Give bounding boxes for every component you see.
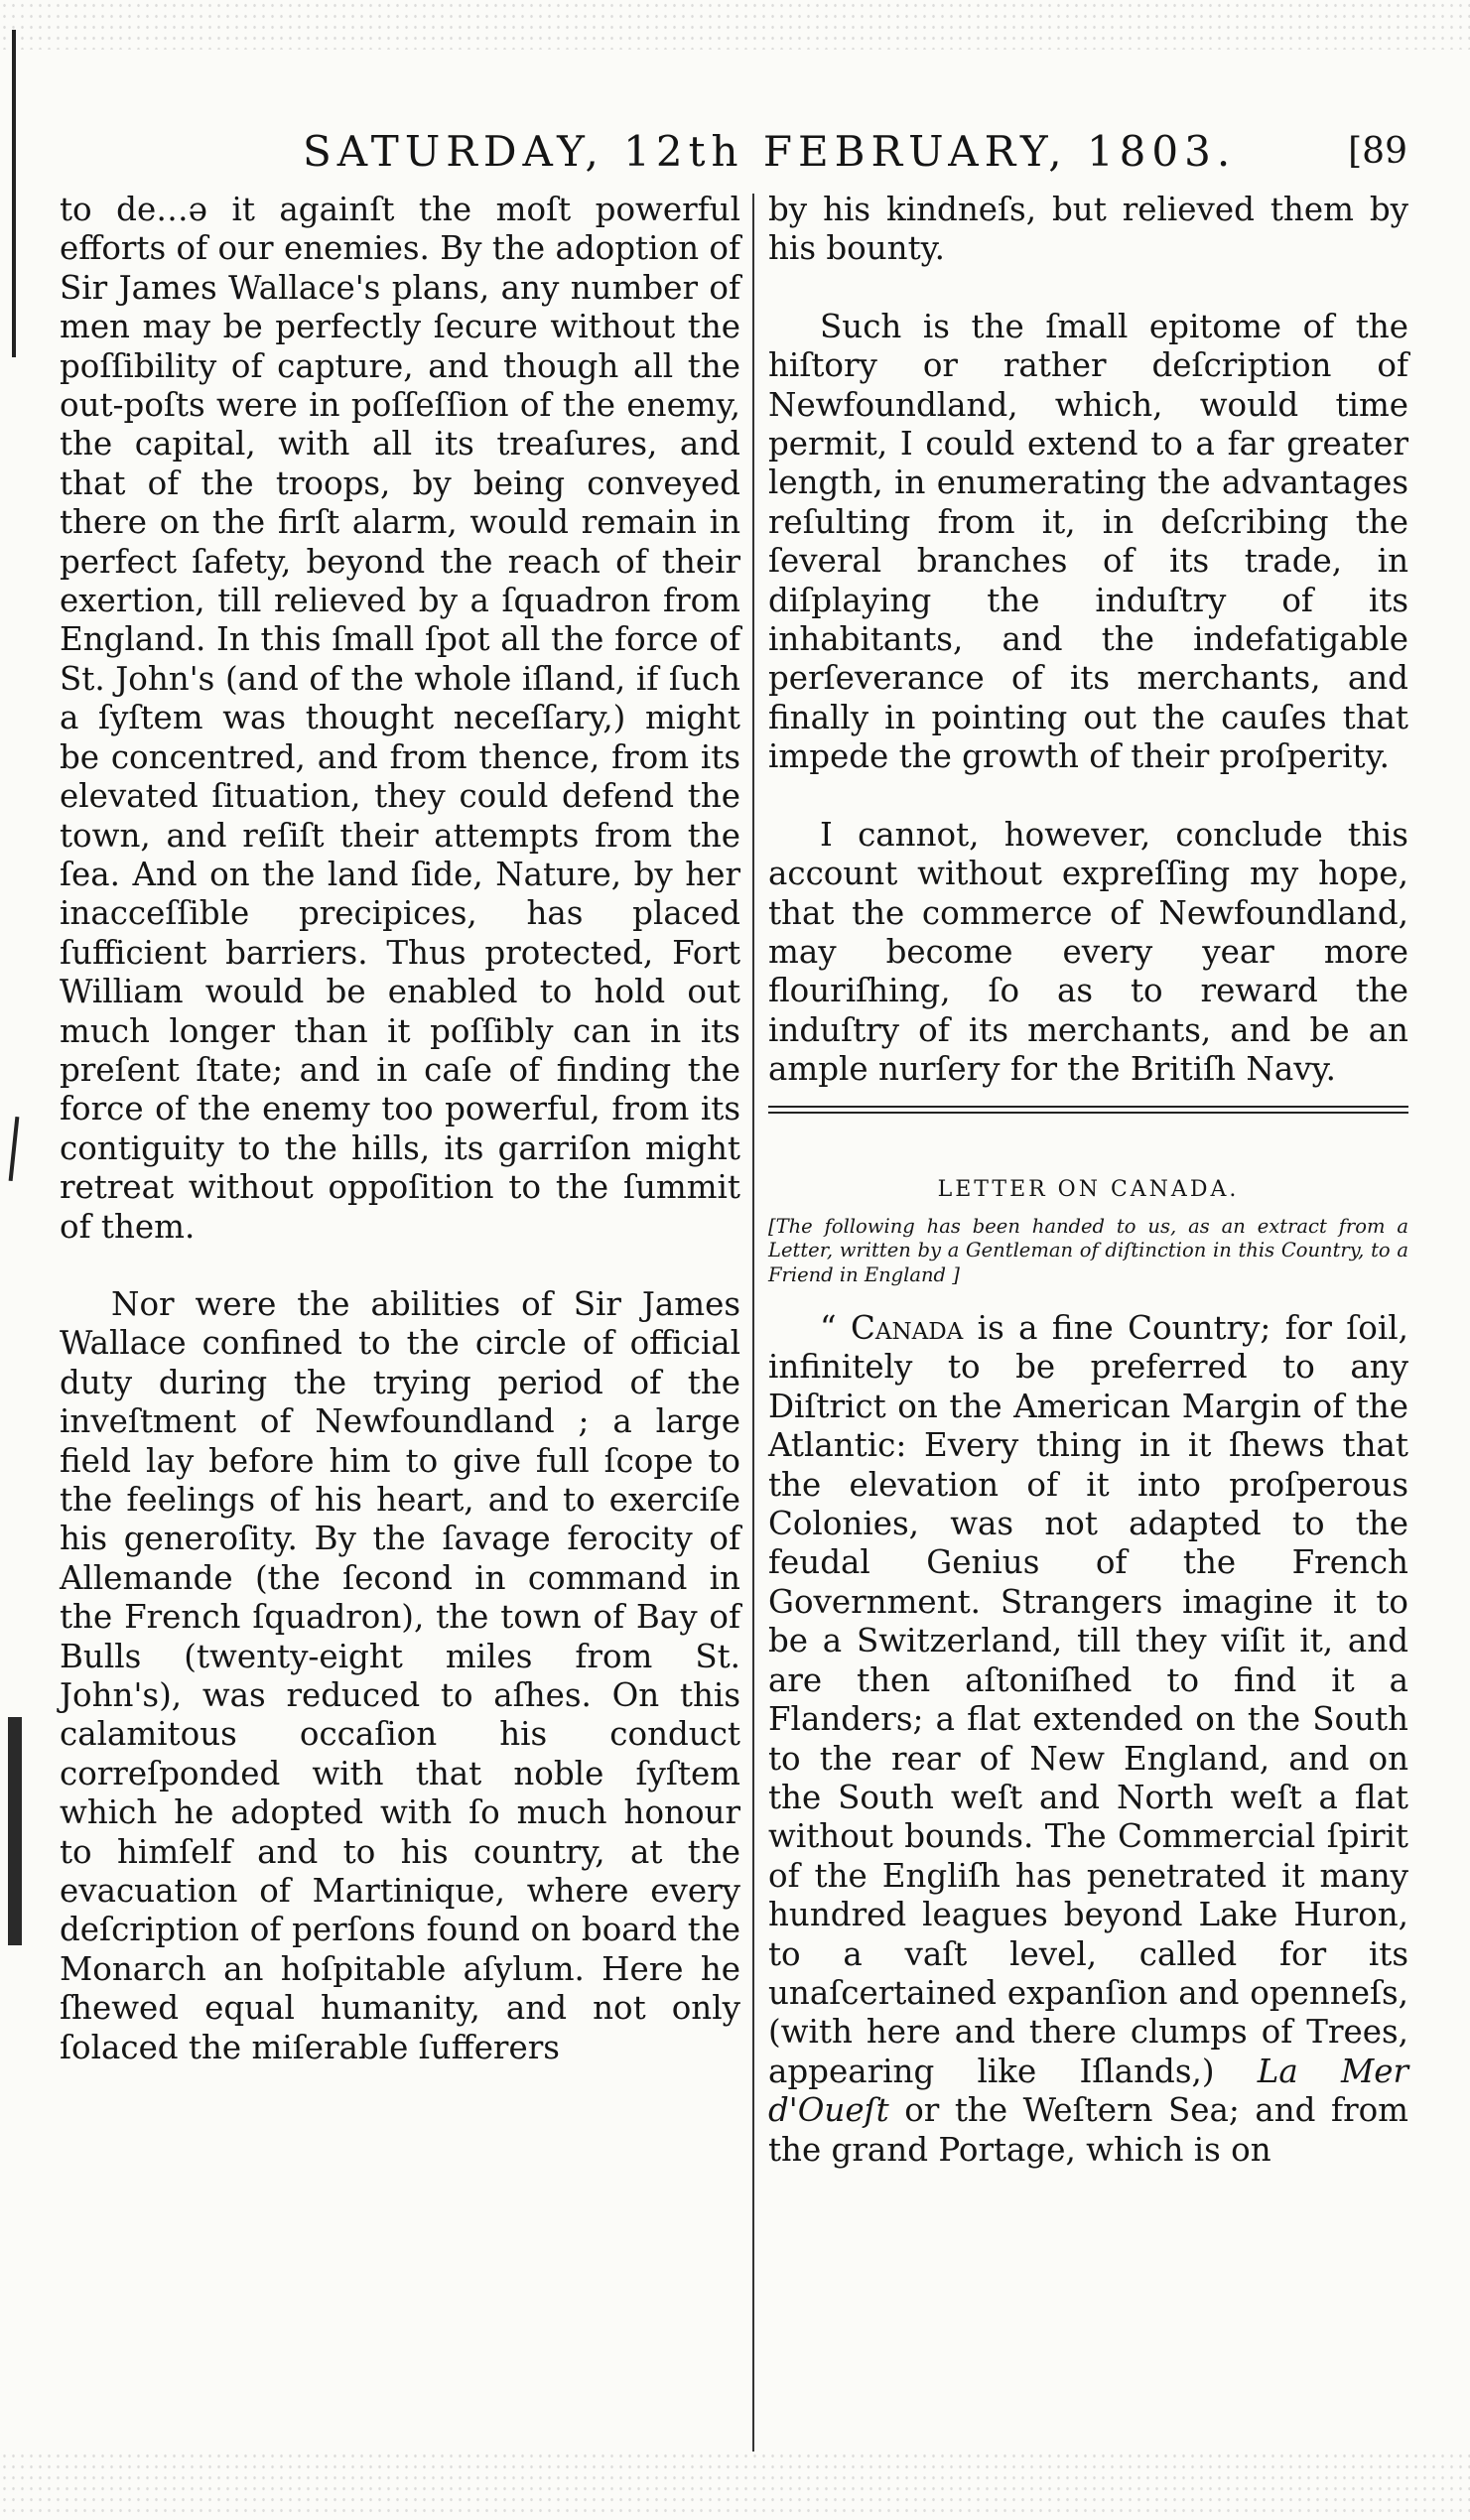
section-divider — [768, 1104, 1408, 1116]
paragraph: to de…ə it againſt the moſt powerful efforts of our enemies. By the adoption of Sir James Wallace's plans, any number of men may be perfectly ſecure without the poſſibility of capture, and though all the out-poſts were in poſſeſſion of the enemy, the capital, with all its treaſures, and that of the troops, by being conveyed there on the firſt alarm, would remain in perfect ſafety, beyond the reach of their exertion, till relieved by a ſquadron from England. In this ſmall ſpot all the force of St. John's (and of the whole iſland, if ſuch a ſyſtem was thought neceſſary,) might be concentred, and from thence, from its elevated ſituation, they could defend the town, and reſiſt their attempts from the ſea. And on the land ſide, Nature, by her inacceſſible precipices, has placed ſufficient barriers. Thus protected, Fort William would be enabled to hold out much longer than it poſſibly can in its preſent ſtate; and in caſe of finding the force of the enemy too powerful, from its contiguity to the hills, its garriſon might retreat without oppoſition to the ſummit of them. — [60, 191, 740, 1246]
left-column — [60, 191, 740, 2067]
column-divider — [752, 194, 754, 2452]
italic-phrase: La Mer d'Oueſt — [768, 2052, 1408, 2130]
binding-mark — [9, 1117, 20, 1181]
paragraph: Such is the ſmall epitome of the hiſtory or rather deſcription of Newfoundland, which, would time permit, I could extend to a far greater length, in enumerating the advantages reſulting from it, in deſcribing the ſeveral branches of its trade, in diſplaying the induſtry of its inhabitants, and the indefatigable perſeverance of its merchants, and finally in pointing out the cauſes that impede the growth of their proſperity. — [768, 307, 1408, 776]
canada-word: Canada — [851, 1309, 964, 1348]
paragraph — [768, 1309, 1408, 2170]
page-header — [288, 127, 1429, 187]
paragraph: Nor were the abilities of Sir James Wallace confined to the circle of official duty during the trying period of the inveſtment of Newfoundland ; a large field lay before him to give full ſcope to the feelings of his heart, and to exerciſe his generoſity. By the ſavage ferocity of Allemande (the ſecond in command in the French ſquadron), the town of Bay of Bulls (twenty-eight miles from St. John's), was reduced to aſhes. On this calamitous occaſion his conduct correſponded with that noble ſyſtem which he adopted with ſo much honour to himſelf and to his country, at the evacuation of Martinique, where every deſcription of perſons found on board the Monarch an hoſpitable aſylum. Here he ſhewed equal humanity, and not only ſolaced the miſerable ſufferers — [60, 1284, 740, 2066]
binding-mark — [12, 30, 16, 357]
right-column — [768, 191, 1408, 2170]
paper-speckle-top — [0, 0, 1470, 50]
page-number: [89 — [1348, 131, 1407, 172]
quote-mark: “ — [820, 1309, 852, 1348]
editorial-note: [The following has been handed to us, as an extract from a Letter, written by a Gentleman of diſtinction in this Country, to a Friend in England ] — [768, 1214, 1408, 1286]
paragraph: I cannot, however, conclude this account without expreſſing my hope, that the commerce of Newfoundland, may become every year more flouriſhing, ſo as to reward the induſtry of its merchants, and be an ample nurſery for the Britiſh Navy. — [768, 815, 1408, 1089]
paragraph-text-end: or the Weſtern Sea; and from the grand Portage, which is on — [768, 2091, 1408, 2169]
header-date-title: SATURDAY, 12th FEBRUARY, 1803. — [303, 127, 1237, 176]
paper-speckle-bottom — [0, 2451, 1470, 2520]
paragraph: by his kindneſs, but relieved them by his bounty. — [768, 191, 1408, 268]
binding-mark — [8, 1717, 22, 1945]
article-heading: LETTER ON CANADA. — [937, 1176, 1240, 1202]
paragraph-text: is a fine Country; for ſoil, infinitely to be preferred to any Diſtrict on the American Margin of the Atlantic: Every thing in it ſhews that the elevation of it into proſperous Colonies, was not adapted to the feudal Genius of the French Government. Strangers imagine it to be a Switzerland, till they viſit it, and are then aſtoniſhed to find it a Flanders; a flat extended on the South to the rear of New England, and on the South weſt and North weſt a flat without bounds. The Commercial ſpirit of the Engliſh has penetrated it many hundred leagues beyond Lake Huron, to a vaſt level, called for its unaſcertained expanſion and openneſs, (with here and there clumps of Trees, appearing like Iſlands,) — [768, 1309, 1408, 2090]
